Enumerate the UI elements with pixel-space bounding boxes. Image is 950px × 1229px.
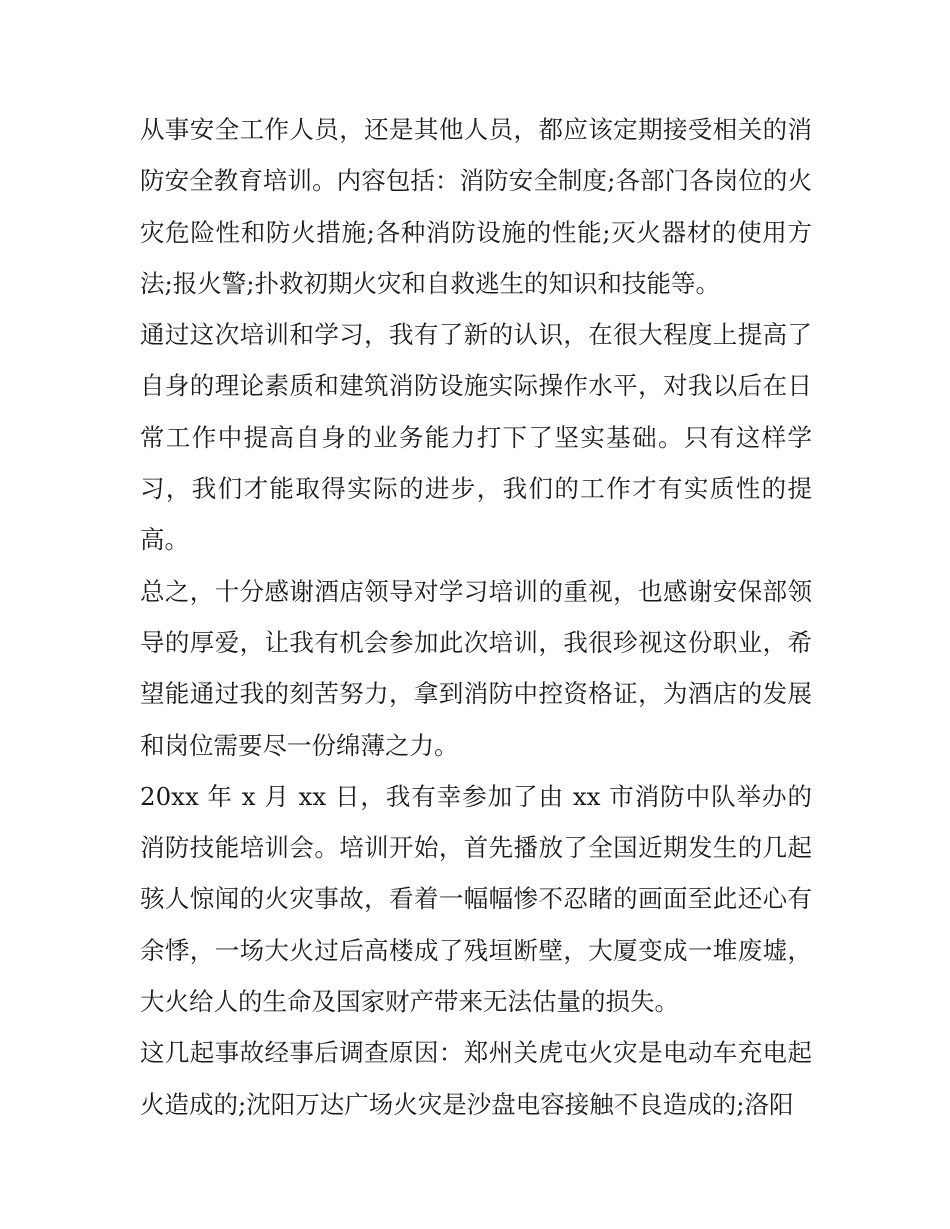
paragraph-accident-causes: 这几起事故经事后调查原因：郑州关虎屯火灾是电动车充电起火造成的;沈阳万达广场火灾是沙盘电容接触不良造成的;洛阳 (140, 1038, 812, 1119)
paragraph-training-session: 20xx 年 x 月 xx 日，我有幸参加了由 xx 市消防中队举办的消防技能培训会。培训开始，首先播放了全国近期发生的几起骇人惊闻的火灾事故，看着一幅幅惨不忍睹的画面至此还心有余悸，一场大火过后高楼成了残垣断壁，大厦变成一堆废墟，大火给人的生命及国家财产带来无法估量的损失。 (140, 781, 812, 1017)
paragraph-training-content: 从事安全工作人员，还是其他人员，都应该定期接受相关的消防安全教育培训。内容包括：消防安全制度;各部门各岗位的火灾危险性和防火措施;各种消防设施的性能;灭火器材的使用方法;报火警;扑救初期火灾和自救逃生的知识和技能等。 (140, 115, 812, 298)
paragraph-gratitude: 总之，十分感谢酒店领导对学习培训的重视，也感谢安保部领导的厚爱，让我有机会参加此次培训，我很珍视这份职业，希望能通过我的刻苦努力，拿到消防中控资格证，为酒店的发展和岗位需要尽一份绵薄之力。 (140, 576, 812, 760)
document-body (140, 104, 812, 1130)
paragraph-new-understanding: 通过这次培训和学习，我有了新的认识，在很大程度上提高了自身的理论素质和建筑消防设施实际操作水平，对我以后在日常工作中提高自身的业务能力打下了坚实基础。只有这样学习，我们才能取得实际的进步，我们的工作才有实质性的提高。 (140, 320, 812, 555)
